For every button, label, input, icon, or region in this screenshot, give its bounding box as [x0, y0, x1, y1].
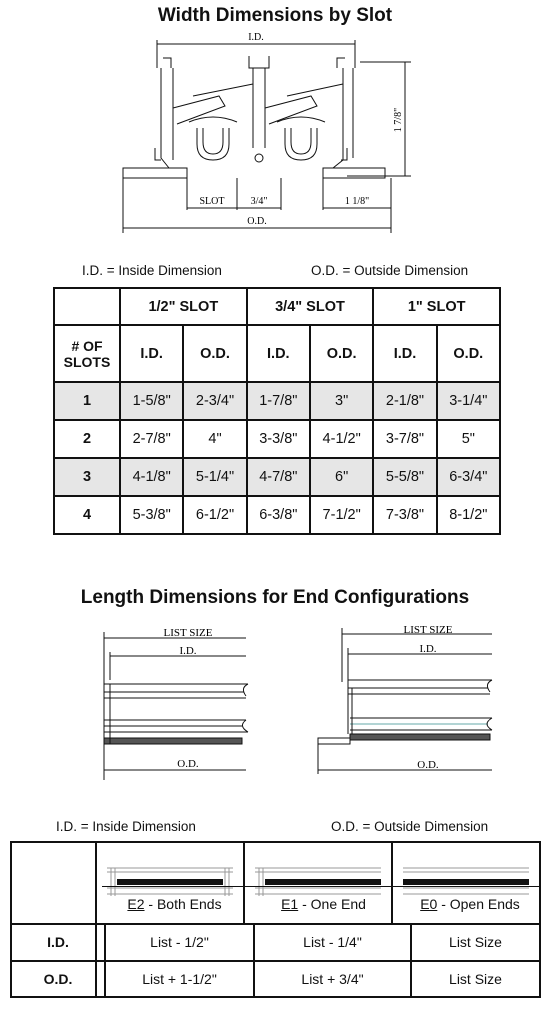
sub-header-id: I.D. [373, 325, 436, 382]
width-cross-section-diagram [115, 28, 415, 238]
table-cell: 5-3/8" [120, 496, 183, 534]
id-label: I.D. [179, 645, 197, 657]
table-cell: 4-1/2" [310, 420, 373, 458]
three-quarter-dimension-label: 3/4" [250, 196, 268, 207]
inside-dimension-legend: I.D. = Inside Dimension [56, 819, 196, 834]
table-cell: 4-1/8" [120, 458, 183, 496]
number-of-slots-header: # OF SLOTS [54, 325, 120, 382]
table-cell: 6-3/4" [437, 458, 500, 496]
od-label: O.D. [417, 759, 439, 771]
e2-code: E2 [127, 896, 145, 912]
open-ends-thumbnail [403, 866, 529, 898]
table-row [11, 961, 540, 998]
table-cell: 3-3/8" [247, 420, 310, 458]
table-cell: 5-1/4" [183, 458, 246, 496]
table-corner-cell [54, 288, 120, 325]
e1-end-label [247, 896, 400, 912]
e0-end-label [400, 896, 540, 912]
inside-dimension-legend: I.D. = Inside Dimension [82, 263, 222, 278]
one-inch-slot-header: 1" SLOT [373, 288, 500, 325]
outside-dimension-legend: O.D. = Outside Dimension [311, 263, 469, 278]
e1-code: E1 [281, 896, 299, 912]
table-cell: 7-3/8" [373, 496, 436, 534]
e0-description: - Open Ends [437, 896, 520, 912]
e0-code: E0 [420, 896, 438, 912]
sub-header-id: I.D. [120, 325, 183, 382]
table-cell: List Size [411, 961, 540, 998]
table-cell: 8-1/2" [437, 496, 500, 534]
id-dimension-label: I.D. [248, 32, 264, 43]
table-cell: 6" [310, 458, 373, 496]
table-row [54, 496, 500, 534]
table-cell: 6-1/2" [183, 496, 246, 534]
list-size-label: LIST SIZE [163, 627, 213, 639]
slot-count-cell: 3 [54, 458, 120, 496]
slot-count-cell: 1 [54, 382, 120, 420]
e2-end-label [102, 896, 247, 912]
table-cell: 4" [183, 420, 246, 458]
sub-header-od: O.D. [437, 325, 500, 382]
length-diagram-both-ends [96, 622, 256, 782]
thumbnail-divider [102, 886, 541, 887]
slot-count-cell: 4 [54, 496, 120, 534]
table-cell: 7-1/2" [310, 496, 373, 534]
table-row [11, 924, 540, 961]
length-section-title: Length Dimensions for End Configurations [80, 587, 470, 608]
both-ends-thumbnail [107, 866, 233, 898]
table-cell: List + 3/4" [254, 961, 411, 998]
outside-dimension-legend: O.D. = Outside Dimension [331, 819, 489, 834]
table-cell: 1-5/8" [120, 382, 183, 420]
table-cell: 4-7/8" [247, 458, 310, 496]
table-cell: 1-7/8" [247, 382, 310, 420]
table-cell: 3-1/4" [437, 382, 500, 420]
sub-header-od: O.D. [310, 325, 373, 382]
table-cell: List + 1-1/2" [105, 961, 254, 998]
id-row-label: I.D. [11, 924, 105, 961]
table-cell: 3-7/8" [373, 420, 436, 458]
one-eighth-dimension-label: 1 1/8" [344, 196, 370, 207]
table-cell: List - 1/4" [254, 924, 411, 961]
one-end-thumbnail [255, 866, 381, 898]
table-cell: List - 1/2" [105, 924, 254, 961]
table-cell: 2-7/8" [120, 420, 183, 458]
table-cell: 2-1/8" [373, 382, 436, 420]
od-row-label: O.D. [11, 961, 105, 998]
sub-header-od: O.D. [183, 325, 246, 382]
table-cell: 5" [437, 420, 500, 458]
slot-count-cell: 2 [54, 420, 120, 458]
slot-dimension-label: SLOT [199, 196, 225, 207]
width-section-title: Width Dimensions by Slot [157, 5, 393, 26]
table-cell: 5-5/8" [373, 458, 436, 496]
list-size-label: LIST SIZE [403, 624, 453, 636]
length-diagram-one-end [312, 622, 497, 782]
od-dimension-label: O.D. [247, 216, 267, 227]
height-dimension-label: 1 7/8" [393, 107, 404, 133]
three-quarter-inch-slot-header: 3/4" SLOT [247, 288, 374, 325]
table-row [54, 458, 500, 496]
e2-description: - Both Ends [144, 896, 222, 912]
table-cell: 3" [310, 382, 373, 420]
table-row [54, 420, 500, 458]
half-inch-slot-header: 1/2" SLOT [120, 288, 247, 325]
e1-description: - One End [298, 896, 366, 912]
table-cell: 2-3/4" [183, 382, 246, 420]
table-row [54, 382, 500, 420]
table-cell: List Size [411, 924, 540, 961]
end-configuration-values-table [10, 923, 541, 998]
width-dimensions-table [53, 287, 501, 535]
id-label: I.D. [419, 643, 437, 655]
table-cell: 6-3/8" [247, 496, 310, 534]
sub-header-id: I.D. [247, 325, 310, 382]
od-label: O.D. [177, 758, 199, 770]
